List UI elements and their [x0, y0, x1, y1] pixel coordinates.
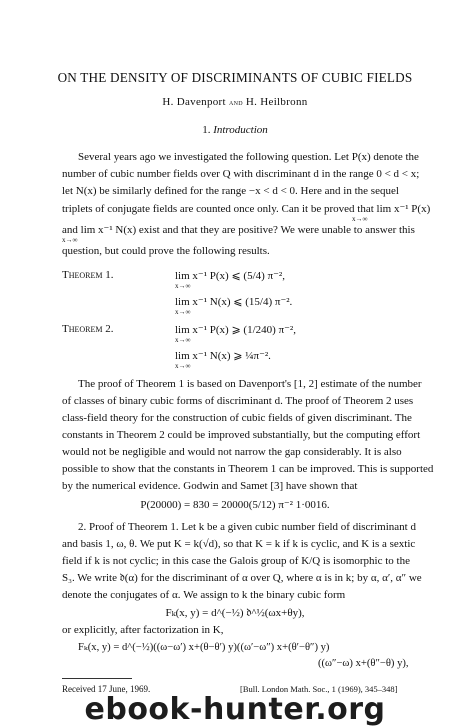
footnote-rule [62, 678, 132, 679]
theorem-2-line-1: lim x⁻¹ P(x) ⩾ (1/240) π⁻², [175, 324, 296, 336]
explicit-line: or explicitly, after factorization in K, [62, 624, 224, 636]
para2-line-3: class-field theory for the construction of cubic fields of given discriminant. The [62, 412, 412, 424]
equation-fk-expanded-1: Fₖ(x, y) = d^(−½)((ω−ω′) x+(θ−θ′) y)((ω′−ω″) x+(θ′−θ″) y) [78, 642, 330, 653]
intro-line-5: and lim x⁻¹ N(x) exist and that they are positive? We were unable to answer this [62, 224, 415, 236]
received-note: Received 17 June, 1969. [62, 684, 151, 694]
para2-line-4: constants in Theorem 2 could be improved substantially, but the computing effort [62, 429, 421, 441]
theorem-1-line-2: lim x⁻¹ N(x) ⩽ (15/4) π⁻². [175, 296, 293, 308]
authors-line [0, 96, 470, 108]
intro-line-3: let N(x) be similarly defined for the range −x < d < 0. Here and in the sequel [62, 185, 399, 197]
theorem-1-line-2-sub: x→∞ [175, 308, 191, 316]
para2-line-1: The proof of Theorem 1 is based on Davenport's [1, 2] estimate of the number [78, 378, 422, 390]
intro-line-4-sub: x→∞ [352, 215, 368, 223]
theorem-1-label: Theorem 1. [62, 269, 114, 281]
authors-and: and [228, 97, 243, 107]
intro-line-1: Several years ago we investigated the following question. Let P(x) denote the [78, 151, 419, 163]
equation-p20000: P(20000) = 830 = 20000(5/12) π⁻² 1·0016. [140, 499, 330, 511]
para2-line-6: possible to show that the constants in Theorem 1 can be improved. This is supported [62, 463, 434, 475]
para2-line-5: would not be negligible and would not narrow the gap considerably. It is also [62, 446, 402, 458]
intro-line-5-sub: x→∞ [62, 236, 78, 244]
para2-line-7: by the numerical evidence. Godwin and Samet [3] have shown that [62, 480, 358, 492]
theorem-2-line-2-sub: x→∞ [175, 362, 191, 370]
watermark-logo: ebook-hunter.org [84, 692, 386, 727]
section-1-number: 1. [202, 124, 211, 136]
theorem-1-line-1: lim x⁻¹ P(x) ⩽ (5/4) π⁻², [175, 270, 285, 282]
intro-line-2: number of cubic number fields over Q with discriminant d in the range 0 < d < x; [62, 168, 420, 180]
paper-title: ON THE DENSITY OF DISCRIMINANTS OF CUBIC FIELDS [57, 70, 413, 85]
intro-line-6: question, but could prove the following results. [62, 245, 270, 257]
equation-fk-form: Fₖ(x, y) = d^(−½) 𝔡^½(ωx+θy), [165, 607, 305, 619]
section2-line-3: field if k is not cyclic; in this case the Galois group of K/Q is isomorphic to the [62, 555, 410, 567]
section-1-heading [0, 124, 470, 136]
section2-line-2: and basis 1, ω, θ. We put K = k(√d), so that K = k if k is cyclic, and K is a sextic [62, 538, 416, 550]
theorem-2-line-2: lim x⁻¹ N(x) ⩾ ¼π⁻². [175, 350, 271, 362]
theorem-2-label: Theorem 2. [62, 323, 114, 335]
intro-line-4: triplets of conjugate fields are counted once only. Can it be proved that lim x⁻¹ P(x) [62, 203, 431, 215]
equation-fk-expanded-2: ((ω″−ω) x+(θ″−θ) y), [318, 658, 409, 669]
citation-note: [Bull. London Math. Soc., 1 (1969), 345–348] [240, 684, 398, 694]
section2-line-1: 2. Proof of Theorem 1. Let k be a given cubic number field of discriminant d [78, 521, 416, 533]
section-1-title: Introduction [213, 124, 268, 136]
section2-line-4: S₃. We write 𝔡(α) for the discriminant of α over Q, where α is in k; by α, α′, α″ we [62, 572, 422, 584]
section2-line-5: denote the conjugates of α. We assign to k the binary cubic form [62, 589, 346, 601]
author-2: H. Heilbronn [245, 96, 308, 108]
theorem-1-line-1-sub: x→∞ [175, 282, 191, 290]
para2-line-2: of classes of binary cubic forms of discriminant d. The proof of Theorem 2 uses [62, 395, 414, 407]
author-1: H. Davenport [162, 96, 226, 108]
theorem-2-line-1-sub: x→∞ [175, 336, 191, 344]
